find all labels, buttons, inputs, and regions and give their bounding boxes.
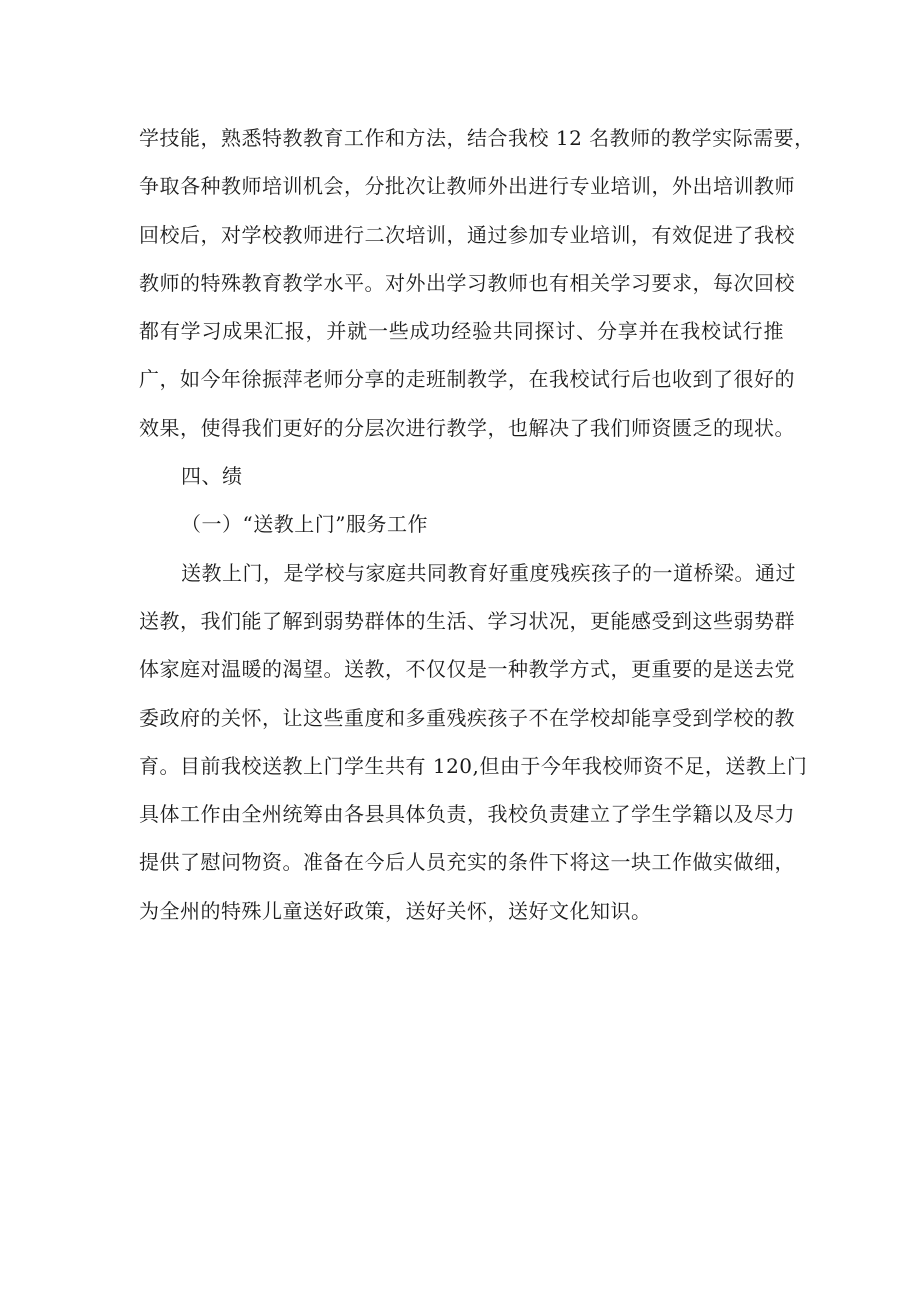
text-line: 教师的特殊教育教学水平。对外出学习教师也有相关学习要求，每次回校 — [139, 270, 795, 295]
section-heading: 四、绩 — [181, 464, 243, 489]
text-line: 具体工作由全州统筹由各县具体负责，我校负责建立了学生学籍以及尽力 — [139, 802, 795, 827]
text-line: 效果，使得我们更好的分层次进行教学，也解决了我们师资匮乏的现状。 — [139, 415, 795, 440]
text-line: 提供了慰问物资。准备在今后人员充实的条件下将这一块工作做实做细， — [139, 850, 795, 875]
text-line: 回校后，对学校教师进行二次培训，通过参加专业培训，有效促进了我校 — [139, 222, 795, 247]
text-line: 学技能，熟悉特教教育工作和方法，结合我校 12 名教师的教学实际需要， — [139, 126, 815, 150]
text-line: 广，如今年徐振萍老师分享的走班制教学，在我校试行后也收到了很好的 — [139, 367, 795, 392]
text-line: 送教上门，是学校与家庭共同教育好重度残疾孩子的一道桥梁。通过 — [181, 560, 796, 585]
text-line: 都有学习成果汇报，并就一些成功经验共同探讨、分享并在我校试行推 — [139, 319, 784, 344]
subsection-heading: （一）“送教上门”服务工作 — [181, 512, 428, 537]
text-line: 委政府的关怀，让这些重度和多重残疾孩子不在学校却能享受到学校的教 — [139, 705, 795, 730]
paragraph-teacher-training — [139, 114, 815, 452]
document-body — [139, 114, 815, 935]
text-line: 为全州的特殊儿童送好政策，送好关怀，送好文化知识。 — [139, 898, 652, 923]
text-line: 育。目前我校送教上门学生共有 120,但由于今年我校师资不足，送教上门 — [139, 753, 808, 778]
text-line: 送教，我们能了解到弱势群体的生活、学习状况，更能感受到这些弱势群 — [139, 608, 795, 633]
text-line: 体家庭对温暖的渴望。送教，不仅仅是一种教学方式，更重要的是送去党 — [139, 657, 795, 682]
paragraph-home-teaching — [139, 549, 808, 935]
text-line: 争取各种教师培训机会，分批次让教师外出进行专业培训，外出培训教师 — [139, 174, 795, 199]
